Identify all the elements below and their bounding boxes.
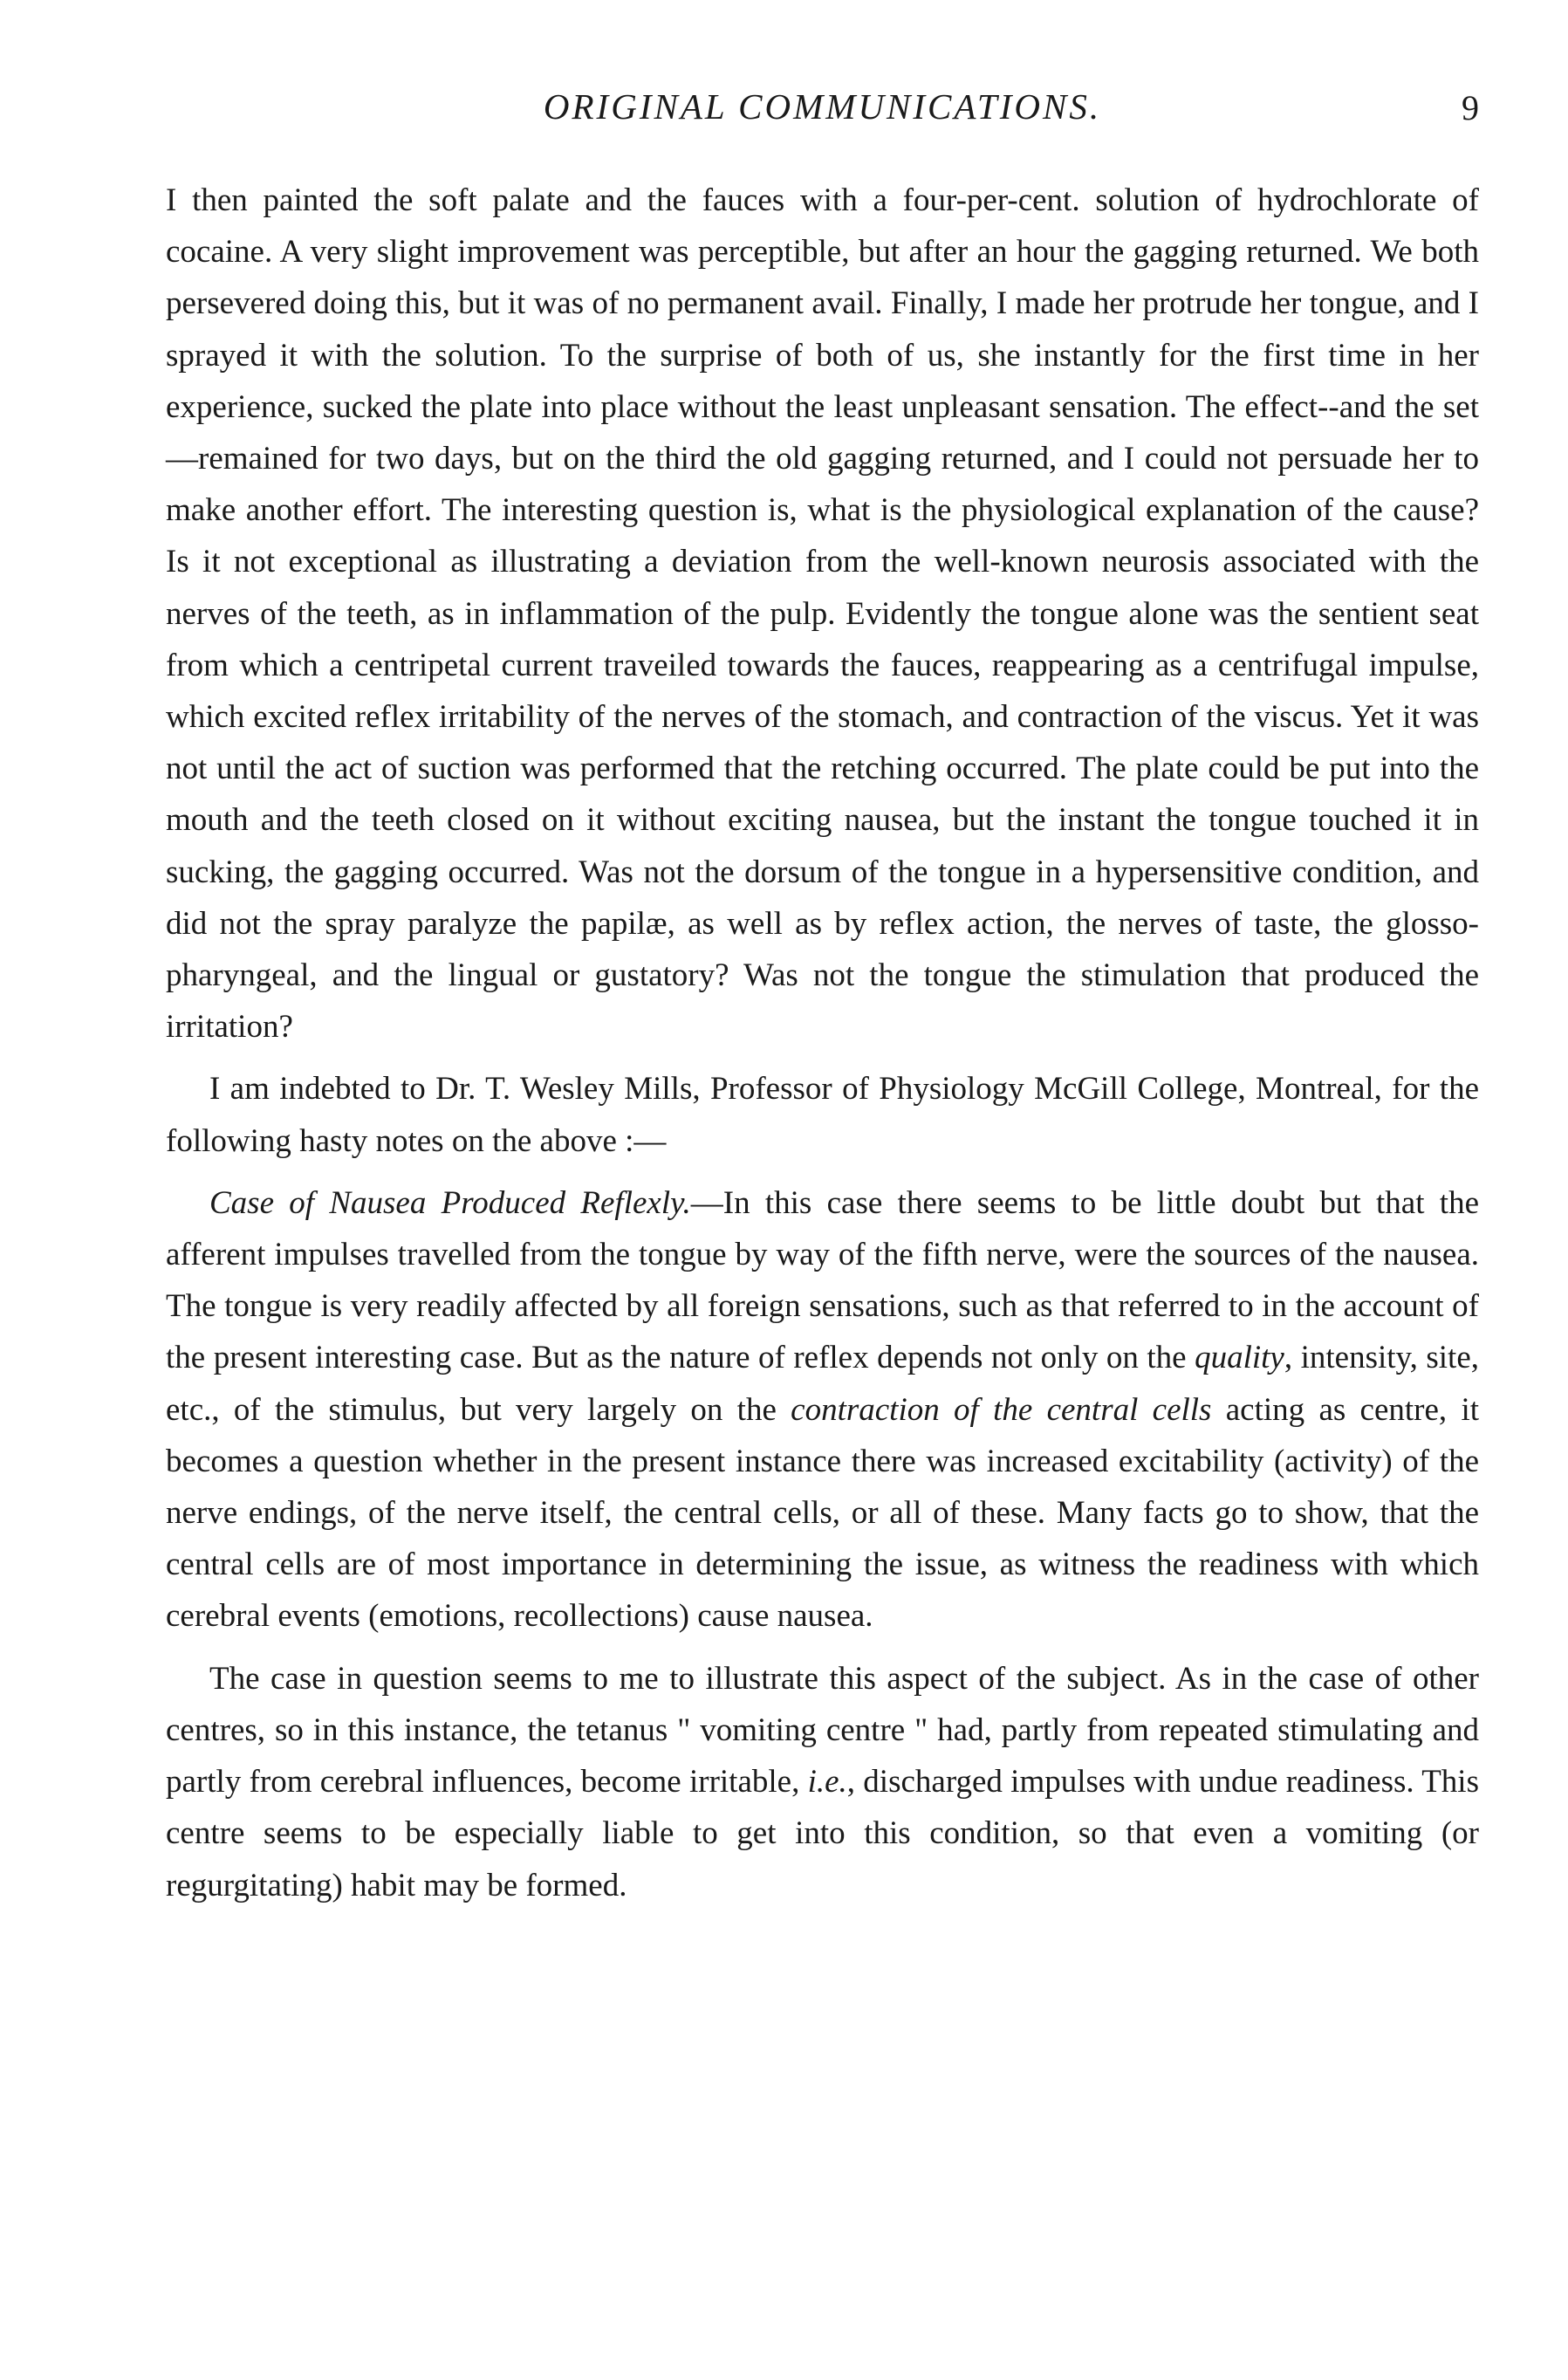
- emphasis-quality: quality: [1195, 1340, 1284, 1376]
- page-number: 9: [1462, 88, 1479, 127]
- document-page: [166, 79, 1479, 1911]
- paragraph-nausea-reflexly: [166, 1177, 1479, 1643]
- paragraph-text: , intensity, site, etc., of the stimulus, but very largely on the: [166, 1340, 1479, 1428]
- section-heading: Case of Nausea Produced Reflexly.: [209, 1184, 691, 1221]
- running-title: ORIGINAL COMMUNICATIONS.: [543, 86, 1102, 127]
- paragraph-text: —In this case there seems to be little doubt but that the afferent impulses travelled from the tongue by way of the fifth nerve, were the sources of the nausea. The tongue is very readily affected by all foreign sensations, such as that referred to in the account of the present interesting case. But as the nature of reflex depends not only on the: [166, 1184, 1479, 1376]
- paragraph-text: acting as centre, it becomes a question whether in the present instance there was increased excitability (activity) of the nerve endings, of the nerve itself, the central cells, or all of these. Many facts go to show, that the central cells are of most importance in determining the issue, as witness the readiness with which cerebral events (emotions, recollections) cause nausea.: [166, 1391, 1480, 1635]
- paragraph-case-description: I then painted the soft palate and the fauces with a four-per-cent. solution of hydrochlorate of cocaine. A very slight improvement was perceptible, but after an hour the gagging returned. We both persevered doing this, but it was of no permanent avail. Finally, I made her protrude her tongue, and I sprayed it with the solution. To the surprise of both of us, she instantly for the first time in her experience, sucked the plate into place without the least unpleasant sensation. The effect--and the set—remained for two days, but on the third the old gagging returned, and I could not persuade her to make another effort. The interesting question is, what is the physiological explanation of the cause? Is it not exceptional as illustrating a deviation from the well-known neurosis associated with the nerves of the teeth, as in inflammation of the pulp. Evidently the tongue alone was the sentient seat from which a centripetal current traveiled towards the fauces, reappearing as a centrifugal impulse, which excited reflex irritability of the nerves of the stomach, and contraction of the viscus. Yet it was not until the act of suction was performed that the retching occurred. The plate could be put into the mouth and the teeth closed on it without exciting nausea, but the instant the tongue touched it in sucking, the gagging occurred. Was not the dorsum of the tongue in a hypersensitive condition, and did not the spray paralyze the papilæ, as well as by reflex action, the nerves of taste, the glosso-pharyngeal, and the lingual or gustatory? Was not the tongue the stimulation that produced the irritation?: [166, 182, 1479, 1046]
- emphasis-central-cells: contraction of the central cells: [791, 1391, 1212, 1428]
- paragraph-acknowledgement: I am indebted to Dr. T. Wesley Mills, Professor of Physiology McGill College, Montreal, for the following hasty notes on the above :—: [166, 1071, 1479, 1159]
- emphasis-ie: i.e.: [807, 1764, 847, 1800]
- paragraph-text: , discharged impulses with undue readiness. This centre seems to be especially liable to get into this condition, so that even a vomiting (or regurgitating) habit may be formed.: [166, 1764, 1479, 1903]
- running-header: [166, 79, 1479, 140]
- paragraph-vomiting-centre: [166, 1653, 1479, 1911]
- paragraph-text: The case in question seems to me to illustrate this aspect of the subject. As in the case of other centres, so in this instance, the tetanus " vomiting centre " had, partly from repeated stimulating and partly from cerebral influences, become irritable,: [166, 1660, 1479, 1800]
